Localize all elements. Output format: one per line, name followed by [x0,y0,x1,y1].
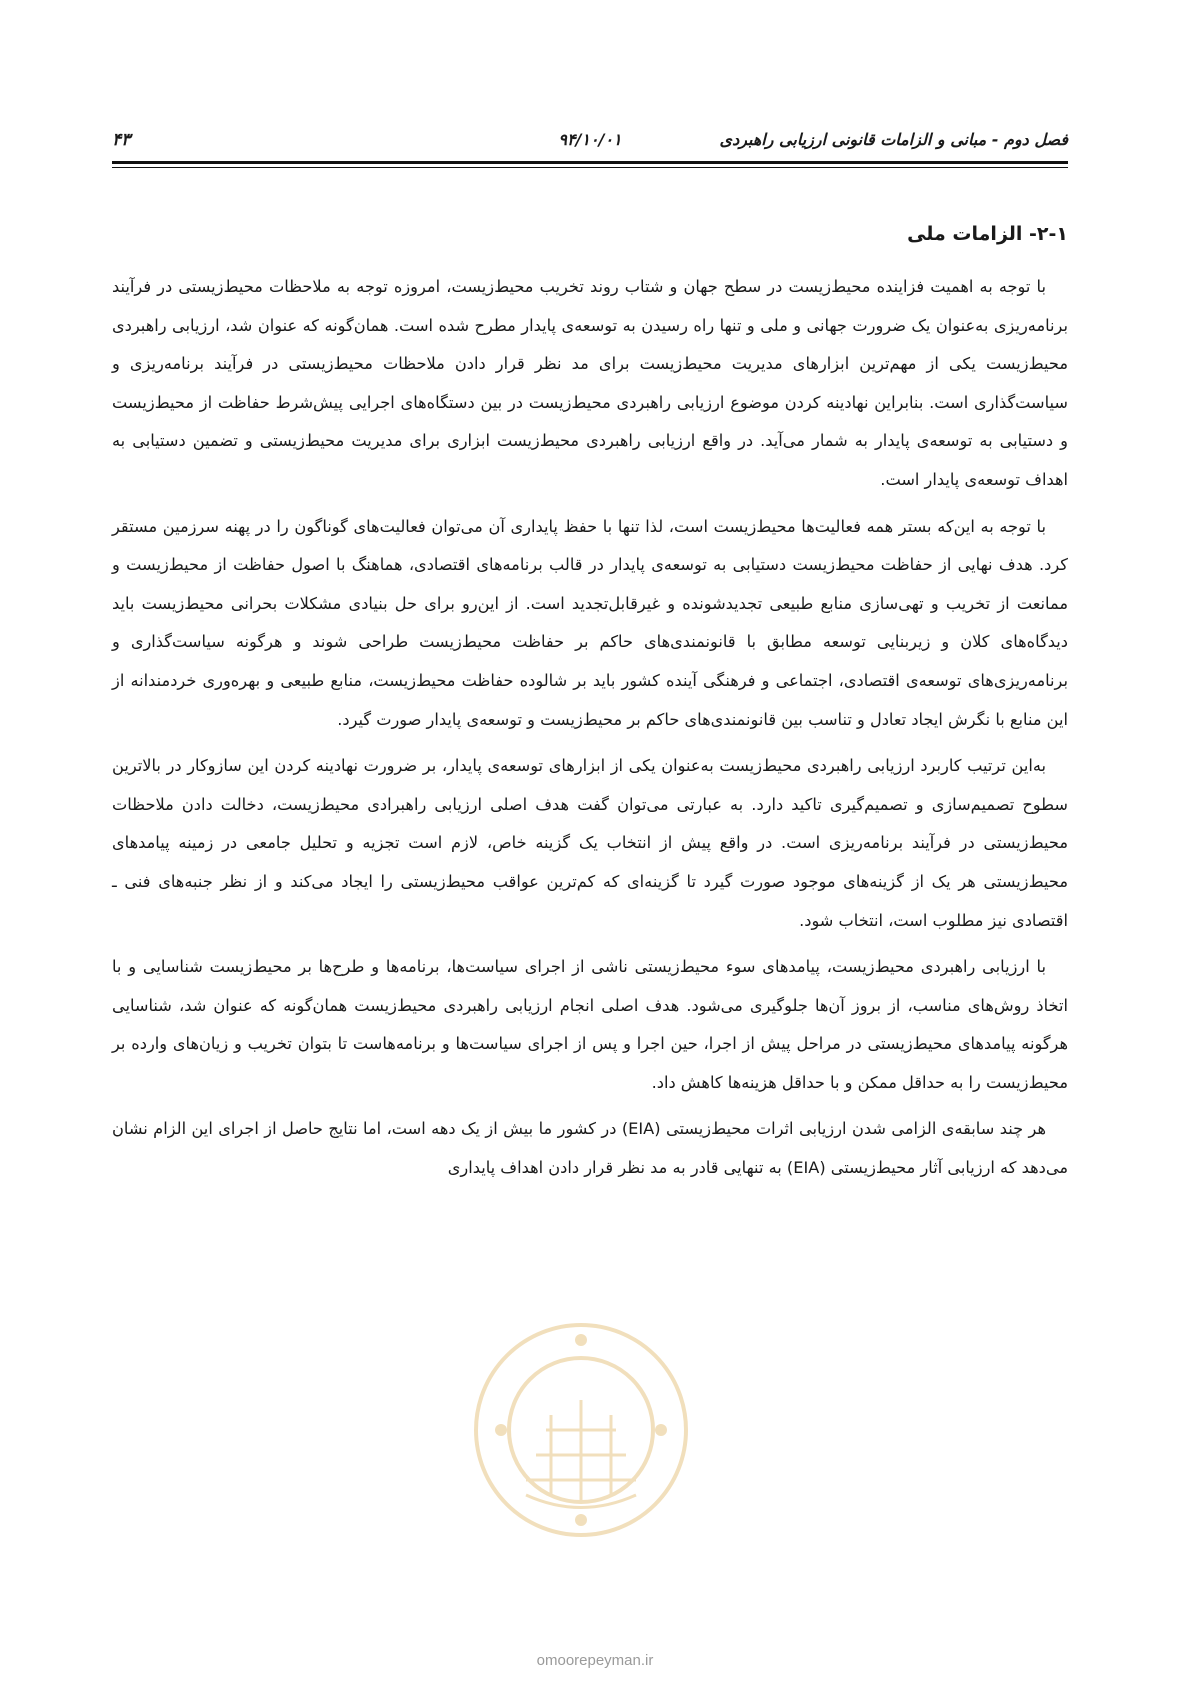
chapter-title: فصل دوم - مبانی و الزامات قانونی ارزیابی راهبردی [719,130,1068,149]
page-body [112,218,1068,1196]
watermark-seal-icon [466,1305,696,1555]
paragraph: با توجه به این‌که بستر همه فعالیت‌ها محیط‌زیست است، لذا تنها با حفظ پایداری آن می‌توان فعالیت‌های گوناگون را در پهنه سرزمین مستقر کرد. هدف نهایی از حفاظت محیط‌زیست دستیابی به توسعه‌ی پایدار در قالب برنامه‌های اقتصادی، هماهنگ با اصول حفاظت از محیط‌زیست و ممانعت از تخریب و تهی‌سازی منابع طبیعی تجدیدشونده و غیرقابل‌تجدید است. از این‌رو برای حل بنیادی مشکلات بحرانی محیط‌زیست باید دیدگاه‌های کلان و زیربنایی توسعه مطابق با قانونمندی‌های حاکم بر حفاظت محیط‌زیست طراحی شوند و هرگونه سیاست‌گذاری و برنامه‌ریزی‌های توسعه‌ی اقتصادی، اجتماعی و فرهنگی آینده کشور باید بر شالوده حفاظت محیط‌زیست، منابع طبیعی و بهره‌وری خردمندانه از این منابع با نگرش ایجاد تعادل و تناسب بین قانونمندی‌های حاکم بر محیط‌زیست و توسعه‌ی پایدار صورت گیرد. [112,516,1068,729]
header-date: ۹۴/۱۰/۰۱ [558,130,622,149]
header-rule-thin [112,167,1068,168]
paragraph: با توجه به اهمیت فزاینده محیط‌زیست در سطح جهان و شتاب روند تخریب محیط‌زیست، امروزه توجه به ملاحظات محیط‌زیستی در فرآیند برنامه‌ریزی به‌عنوان یک ضرورت جهانی و ملی و تنها راه رسیدن به توسعه‌ی پایدار مطرح شده است. همان‌گونه که عنوان شد، ارزیابی راهبردی محیط‌زیست یکی از مهم‌ترین ابزارهای مدیریت محیط‌زیست برای مد نظر قرار دادن ملاحظات محیط‌زیستی در فرآیند برنامه‌ریزی و سیاست‌گذاری است. بنابراین نهادینه کردن موضوع ارزیابی راهبردی محیط‌زیست در بین دستگاه‌های اجرایی پیش‌شرط حفاظت از محیط‌زیست و دستیابی به توسعه‌ی پایدار به شمار می‌آید. در واقع ارزیابی راهبردی محیط‌زیست ابزاری برای مدیریت محیط‌زیستی و تضمین دستیابی به اهداف توسعه‌ی پایدار است. [112,277,1068,489]
watermark-site-text: omoorepeyman.ir [536,1652,654,1669]
header-rule-thick [112,161,1068,164]
paragraph: هر چند سابقه‌ی الزامی شدن ارزیابی اثرات محیط‌زیستی (EIA) در کشور ما بیش از یک دهه است، اما نتایج حاصل از اجرای این الزام نشان می‌دهد که ارزیابی آثار محیط‌زیستی (EIA) به تنهایی قادر به مد نظر قرار دادن اهداف پایداری [112,1119,1068,1178]
page-number: ۴۳ [112,130,131,150]
paragraph: به‌این ترتیب کاربرد ارزیابی راهبردی محیط‌زیست به‌عنوان یکی از ابزارهای توسعه‌ی پایدار، بر ضرورت نهادینه کردن این سازوکار در بالاترین سطوح تصمیم‌سازی و تصمیم‌گیری تاکید دارد. به عبارتی می‌توان گفت هدف اصلی ارزیابی راهبرادی محیط‌زیست، دخالت دادن ملاحظات محیط‌زیستی در فرآیند برنامه‌ریزی است. در واقع پیش از انتخاب یک گزینه خاص، لازم است تجزیه و تحلیل جامعی در زمینه پیامدهای محیط‌زیستی هر یک از گزینه‌های موجود صورت گیرد تا گزینه‌ای که کم‌ترین عواقب محیط‌زیستی را ایجاد می‌کند و از نظر جنبه‌های فنی ـ اقتصادی نیز مطلوب است، انتخاب شود. [112,756,1068,930]
page-header [112,130,1068,156]
paragraph: با ارزیابی راهبردی محیط‌زیست، پیامدهای سوء محیط‌زیستی ناشی از اجرای سیاست‌ها، برنامه‌ها و طرح‌ها بر محیط‌زیست شناسایی و با اتخاذ روش‌های مناسب، از بروز آن‌ها جلوگیری می‌شود. هدف اصلی انجام ارزیابی راهبردی محیط‌زیست همان‌گونه که عنوان شد، شناسایی هرگونه پیامدهای محیط‌زیستی در مراحل پیش از اجرا، حین اجرا و پس از اجرای سیاست‌ها و برنامه‌هاست تا بتوان تخریب و زیان‌های وارده بر محیط‌زیست را به حداقل ممکن و با حداقل هزینه‌ها کاهش داد. [112,957,1068,1092]
section-heading: ۲-۱- الزامات ملی [907,223,1068,245]
